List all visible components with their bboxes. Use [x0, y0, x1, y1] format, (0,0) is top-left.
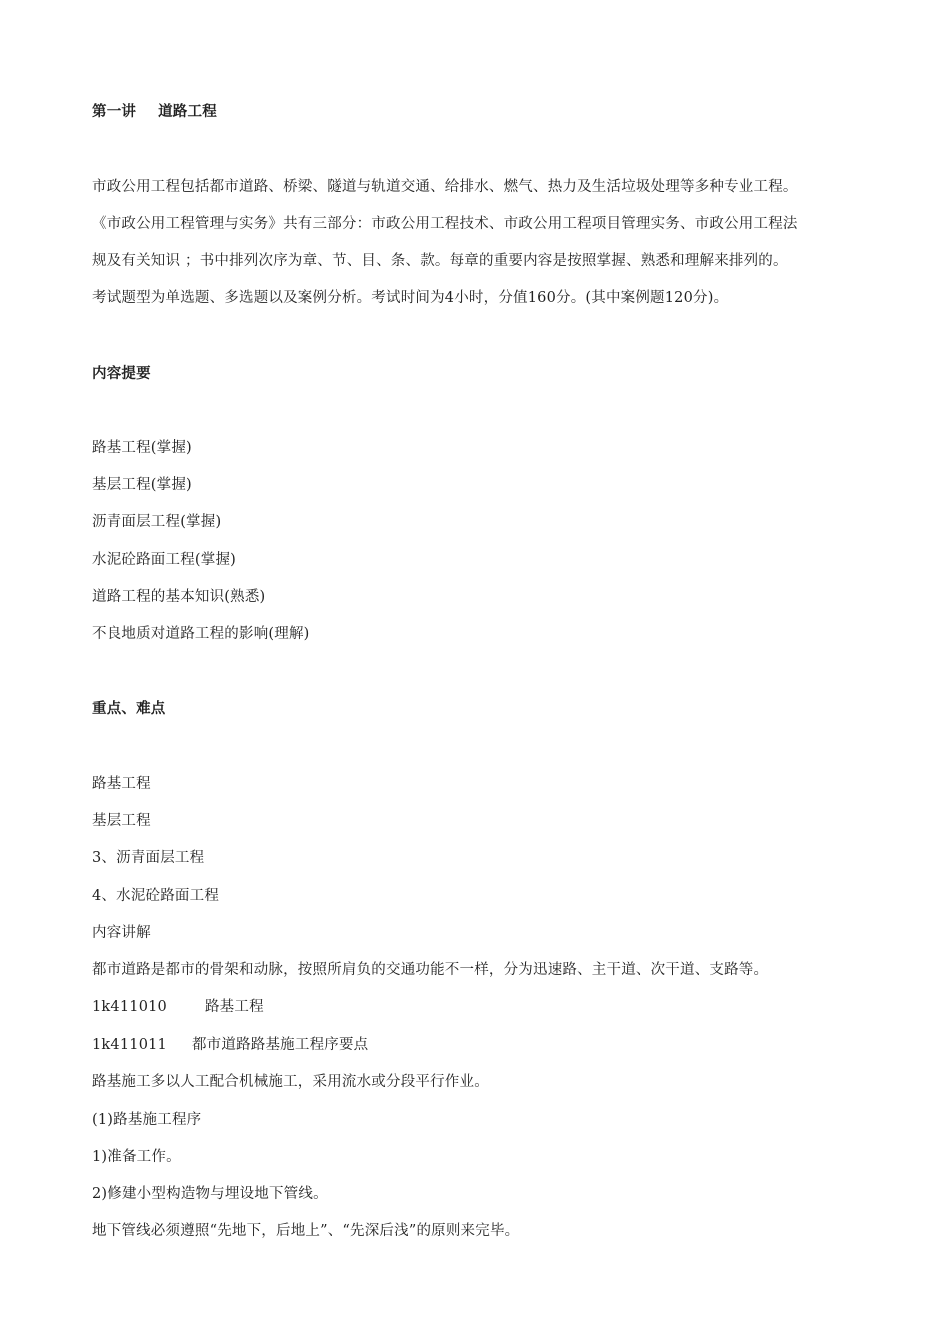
intro-line-3: 规及有关知识 ；书中排列次序为章、节、目、条、款。每章的重要内容是按照掌握、熟悉和理解来排列的。 — [92, 253, 788, 269]
section-code: 1k411011 — [92, 1037, 167, 1053]
step-item: 1)准备工作。 — [92, 1149, 181, 1165]
lecture-number: 第一讲 — [92, 104, 137, 120]
keypoints-heading: 重点、难点 — [92, 701, 166, 717]
section-name: 都市道路路基施工程序要点 — [191, 1037, 369, 1053]
summary-item: 基层工程(掌握) — [92, 477, 192, 493]
keypoint-item: 3、沥青面层工程 — [92, 850, 205, 866]
summary-item: 路基工程(掌握) — [92, 440, 192, 456]
lecture-paragraph: 都市道路是都市的骨架和动脉，按照所肩负的交通功能不一样，分为迅速路、主干道、次干道、支路等。 — [92, 962, 769, 978]
section-code: 1k411010 — [92, 999, 167, 1015]
keypoint-item: 基层工程 — [92, 813, 151, 829]
keypoint-item: 路基工程 — [92, 776, 151, 792]
section-heading — [92, 997, 264, 1017]
summary-item: 不良地质对道路工程的影响(理解) — [92, 626, 310, 642]
lecture-heading: 内容讲解 — [92, 925, 151, 941]
section-name: 路基工程 — [204, 999, 264, 1015]
keypoint-item: 4、水泥砼路面工程 — [92, 888, 220, 904]
lecture-paragraph: 地下管线必须遵照“先地下，后地上”、“先深后浅”的原则来完毕。 — [92, 1223, 520, 1239]
section-heading — [92, 1035, 368, 1055]
step-item: 2)修建小型构造物与埋设地下管线。 — [92, 1186, 328, 1202]
lecture-name: 道路工程 — [158, 104, 217, 120]
lecture-title — [92, 102, 217, 122]
intro-line-2: 《市政公用工程管理与实务》共有三部分：市政公用工程技术、市政公用工程项目管理实务、市政公用工程法 — [92, 216, 798, 232]
step-heading: (1)路基施工程序 — [92, 1112, 202, 1128]
summary-item: 水泥砼路面工程(掌握) — [92, 552, 237, 568]
lecture-paragraph: 路基施工多以人工配合机械施工，采用流水或分段平行作业。 — [92, 1074, 489, 1090]
intro-line-4: 考试题型为单选题、多选题以及案例分析。考试时间为4小时，分值160分。(其中案例题120分)。 — [92, 290, 729, 306]
summary-item: 道路工程的基本知识(熟悉) — [92, 589, 266, 605]
summary-heading: 内容提要 — [92, 366, 151, 382]
summary-item: 沥青面层工程(掌握) — [92, 514, 222, 530]
intro-line-1: 市政公用工程包括都市道路、桥梁、隧道与轨道交通、给排水、燃气、热力及生活垃圾处理等多种专业工程。 — [92, 179, 798, 195]
